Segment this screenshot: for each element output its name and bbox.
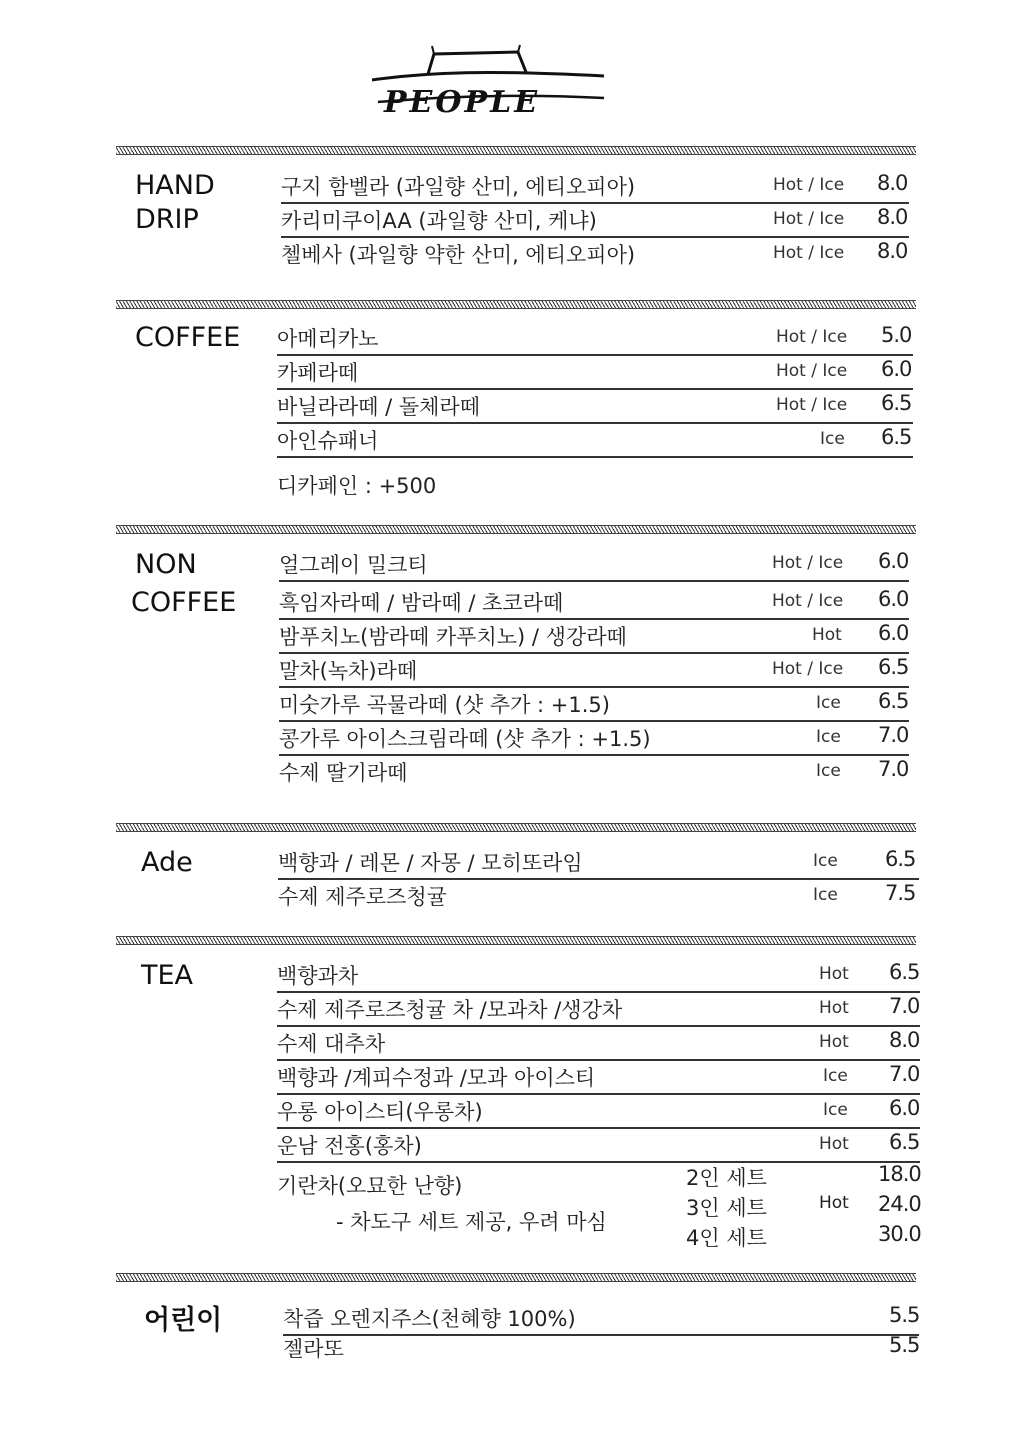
menu-item <box>277 388 913 424</box>
item-temp: Hot / Ice <box>772 591 844 611</box>
item-price: 8.0 <box>877 239 908 263</box>
item-temp: Hot <box>812 625 842 645</box>
menu-item <box>279 720 909 756</box>
item-name: 얼그레이 밀크티 <box>279 553 428 577</box>
item-price: 7.0 <box>878 757 909 781</box>
item-temp: Hot / Ice <box>772 553 844 573</box>
item-price: 6.0 <box>878 549 909 573</box>
section-divider <box>116 300 916 309</box>
item-price: 6.0 <box>878 621 909 645</box>
item-temp: Ice <box>820 429 845 449</box>
menu-item <box>277 1127 920 1163</box>
item-temp: Ice <box>813 851 838 871</box>
item-temp: Hot <box>819 998 849 1018</box>
item-temp: Hot / Ice <box>773 209 845 229</box>
item-temp: Hot / Ice <box>772 659 844 679</box>
set-label: 2인 세트 <box>686 1166 767 1190</box>
item-name: 바닐라라떼 / 돌체라떼 <box>277 395 480 419</box>
menu-item <box>277 1093 920 1129</box>
item-name: 구지 함벨라 (과일향 산미, 에티오피아) <box>281 175 636 199</box>
menu-item <box>277 422 913 458</box>
item-name: 백향과차 <box>277 964 359 988</box>
item-price: 8.0 <box>877 205 908 229</box>
item-name: 말차(녹차)라떼 <box>279 659 418 683</box>
menu-item <box>281 202 909 238</box>
section-divider <box>116 936 916 945</box>
menu-item <box>279 652 909 688</box>
menu-item <box>278 844 919 880</box>
item-price: 7.5 <box>885 881 916 905</box>
item-name: 우롱 아이스티(우롱차) <box>277 1100 483 1124</box>
item-temp: Hot / Ice <box>773 175 845 195</box>
item-temp: Ice <box>823 1066 848 1086</box>
item-price: 6.5 <box>881 425 912 449</box>
item-name: 밤푸치노(밤라떼 카푸치노) / 생강라떼 <box>279 625 627 649</box>
menu-item <box>277 320 913 356</box>
item-price: 6.0 <box>881 357 912 381</box>
item-temp: Hot <box>819 1193 849 1213</box>
menu-item <box>277 1059 920 1095</box>
item-name: 미숫가루 곡물라떼 (샷 추가 : +1.5) <box>279 693 610 717</box>
item-name: 백향과 / 레몬 / 자몽 / 모히또라임 <box>278 851 583 875</box>
people-logo <box>368 42 610 126</box>
item-temp: Ice <box>816 693 841 713</box>
item-temp: Hot <box>819 1032 849 1052</box>
menu-item <box>277 957 920 993</box>
menu-item <box>279 686 909 722</box>
item-name: 수제 딸기라떼 <box>279 761 408 785</box>
decaf-note: 디카페인 : +500 <box>277 474 437 498</box>
item-price: 5.0 <box>881 323 912 347</box>
item-temp: Hot / Ice <box>776 327 848 347</box>
item-name: 기란차(오묘한 난향) <box>277 1174 463 1198</box>
item-price: 6.5 <box>878 655 909 679</box>
item-price: 7.0 <box>878 723 909 747</box>
section-title: DRIP <box>135 204 199 235</box>
item-name: 카리미쿠이AA (과일향 산미, 케냐) <box>281 209 597 233</box>
item-temp: Ice <box>816 727 841 747</box>
menu-item <box>278 878 919 912</box>
item-name: 수제 제주로즈청귤 <box>278 885 447 909</box>
section-title: COFFEE <box>135 322 241 353</box>
item-price: 7.0 <box>889 994 920 1018</box>
item-temp: Hot <box>819 964 849 984</box>
item-temp: Hot / Ice <box>776 395 848 415</box>
section-divider <box>116 146 916 155</box>
item-name: 수제 제주로즈청귤 차 /모과차 /생강차 <box>277 998 623 1022</box>
menu-item <box>281 236 909 270</box>
item-price: 6.5 <box>885 847 916 871</box>
menu-item <box>279 546 909 582</box>
item-price: 6.0 <box>878 587 909 611</box>
section-divider <box>116 1273 916 1282</box>
section-title: HAND <box>135 170 215 201</box>
item-name: 착즙 오렌지주스(천혜향 100%) <box>283 1307 576 1331</box>
set-label: 3인 세트 <box>686 1196 767 1220</box>
item-description: - 차도구 세트 제공, 우려 마심 <box>336 1210 607 1234</box>
section-title: Ade <box>141 847 193 878</box>
item-temp: Hot / Ice <box>773 243 845 263</box>
item-price: 7.0 <box>889 1062 920 1086</box>
section-title: NON <box>135 549 197 580</box>
item-name: 수제 대추차 <box>277 1032 386 1056</box>
item-temp: Ice <box>823 1100 848 1120</box>
item-name: 콩가루 아이스크림라떼 (샷 추가 : +1.5) <box>279 727 651 751</box>
set-price: 18.0 <box>878 1162 921 1186</box>
item-temp: Ice <box>816 761 841 781</box>
logo-mark <box>368 42 610 126</box>
item-temp: Hot <box>819 1134 849 1154</box>
item-name: 운남 전홍(홍차) <box>277 1134 422 1158</box>
section-title: 어린이 <box>144 1305 223 1336</box>
section-divider <box>116 525 916 534</box>
svg-text:PEOPLE: PEOPLE <box>384 85 541 120</box>
set-price: 30.0 <box>878 1222 921 1246</box>
item-name: 카페라떼 <box>277 361 359 385</box>
item-price: 6.5 <box>889 1130 920 1154</box>
item-temp: Hot / Ice <box>776 361 848 381</box>
item-price: 6.5 <box>878 689 909 713</box>
item-price: 6.0 <box>889 1096 920 1120</box>
item-price: 6.5 <box>881 391 912 415</box>
item-name: 흑임자라떼 / 밤라떼 / 초코라떼 <box>279 591 564 615</box>
item-name: 첼베사 (과일향 약한 산미, 에티오피아) <box>281 243 636 267</box>
set-label: 4인 세트 <box>686 1226 767 1250</box>
item-price: 5.5 <box>889 1333 920 1357</box>
item-temp: Ice <box>813 885 838 905</box>
item-name: 아메리카노 <box>277 327 379 351</box>
item-name: 아인슈패너 <box>277 429 379 453</box>
menu-item <box>277 991 920 1027</box>
item-name: 백향과 /계피수정과 /모과 아이스티 <box>277 1066 596 1090</box>
item-name: 젤라또 <box>283 1337 344 1361</box>
item-price: 8.0 <box>877 171 908 195</box>
menu-item <box>283 1330 919 1364</box>
menu-item <box>277 1025 920 1061</box>
menu-item <box>277 354 913 390</box>
menu-item <box>281 168 909 204</box>
section-title: TEA <box>141 960 194 991</box>
section-title: COFFEE <box>131 587 237 618</box>
item-price: 8.0 <box>889 1028 920 1052</box>
item-price: 6.5 <box>889 960 920 984</box>
set-price: 24.0 <box>878 1192 921 1216</box>
menu-item <box>279 754 909 788</box>
menu-item <box>279 618 909 654</box>
section-divider <box>116 823 916 832</box>
menu-item <box>279 584 909 620</box>
item-price: 5.5 <box>889 1303 920 1327</box>
